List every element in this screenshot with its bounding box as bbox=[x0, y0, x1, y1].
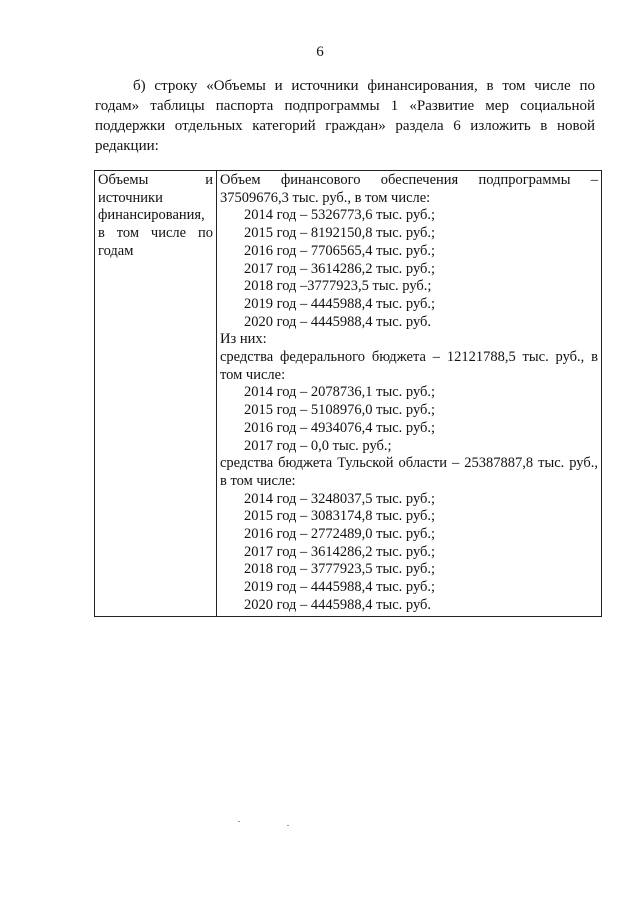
row-value-cell bbox=[217, 171, 602, 617]
regional-year-line: 2018 год – 3777923,5 тыс. руб.; bbox=[244, 561, 436, 578]
regional-year-line: 2015 год – 3083174,8 тыс. руб.; bbox=[244, 508, 436, 525]
intro-paragraph: б) строку «Объемы и источники финансирования, в том числе по годам» таблицы паспорта подпрограммы 1 «Развитие мер социальной поддержки отдельных категорий граждан» раздела 6 изложить в новой редакции: bbox=[95, 78, 595, 154]
regional-budget-header: средства бюджета Тульской области – 25387887,8 тыс. руб., в том числе: bbox=[220, 455, 598, 489]
total-year-line: 2020 год – 4445988,4 тыс. руб. bbox=[244, 313, 432, 330]
total-year-line: 2015 год – 8192150,8 тыс. руб.; bbox=[244, 225, 436, 242]
page-number: 6 bbox=[316, 44, 324, 60]
federal-year-line: 2014 год – 2078736,1 тыс. руб.; bbox=[244, 384, 436, 401]
of-them-label: Из них: bbox=[220, 331, 267, 348]
table-row bbox=[95, 171, 602, 617]
total-year-line: 2018 год –3777923,5 тыс. руб.; bbox=[244, 278, 432, 295]
regional-year-line: 2020 год – 4445988,4 тыс. руб. bbox=[244, 596, 432, 613]
federal-year-line: 2017 год – 0,0 тыс. руб.; bbox=[244, 437, 392, 454]
federal-budget-header: средства федерального бюджета – 12121788,5 тыс. руб., в том числе: bbox=[220, 349, 598, 383]
scan-speck bbox=[287, 825, 289, 826]
passport-table bbox=[94, 170, 602, 617]
row-label-cell: Объемы и источники финансирования, в том числе по годам bbox=[95, 171, 217, 617]
total-year-line: 2016 год – 7706565,4 тыс. руб.; bbox=[244, 242, 436, 259]
scan-speck bbox=[238, 821, 240, 822]
regional-year-line: 2017 год – 3614286,2 тыс. руб.; bbox=[244, 543, 436, 560]
total-year-line: 2019 год – 4445988,4 тыс. руб.; bbox=[244, 295, 436, 312]
total-funding-header: Объем финансового обеспечения подпрограммы – 37509676,3 тыс. руб., в том числе: bbox=[220, 172, 598, 206]
federal-year-line: 2015 год – 5108976,0 тыс. руб.; bbox=[244, 402, 436, 419]
total-year-line: 2014 год – 5326773,6 тыс. руб.; bbox=[244, 207, 436, 224]
total-year-line: 2017 год – 3614286,2 тыс. руб.; bbox=[244, 260, 436, 277]
regional-year-line: 2019 год – 4445988,4 тыс. руб.; bbox=[244, 579, 436, 596]
regional-year-line: 2014 год – 3248037,5 тыс. руб.; bbox=[244, 490, 436, 507]
federal-year-line: 2016 год – 4934076,4 тыс. руб.; bbox=[244, 419, 436, 436]
regional-year-line: 2016 год – 2772489,0 тыс. руб.; bbox=[244, 526, 436, 543]
